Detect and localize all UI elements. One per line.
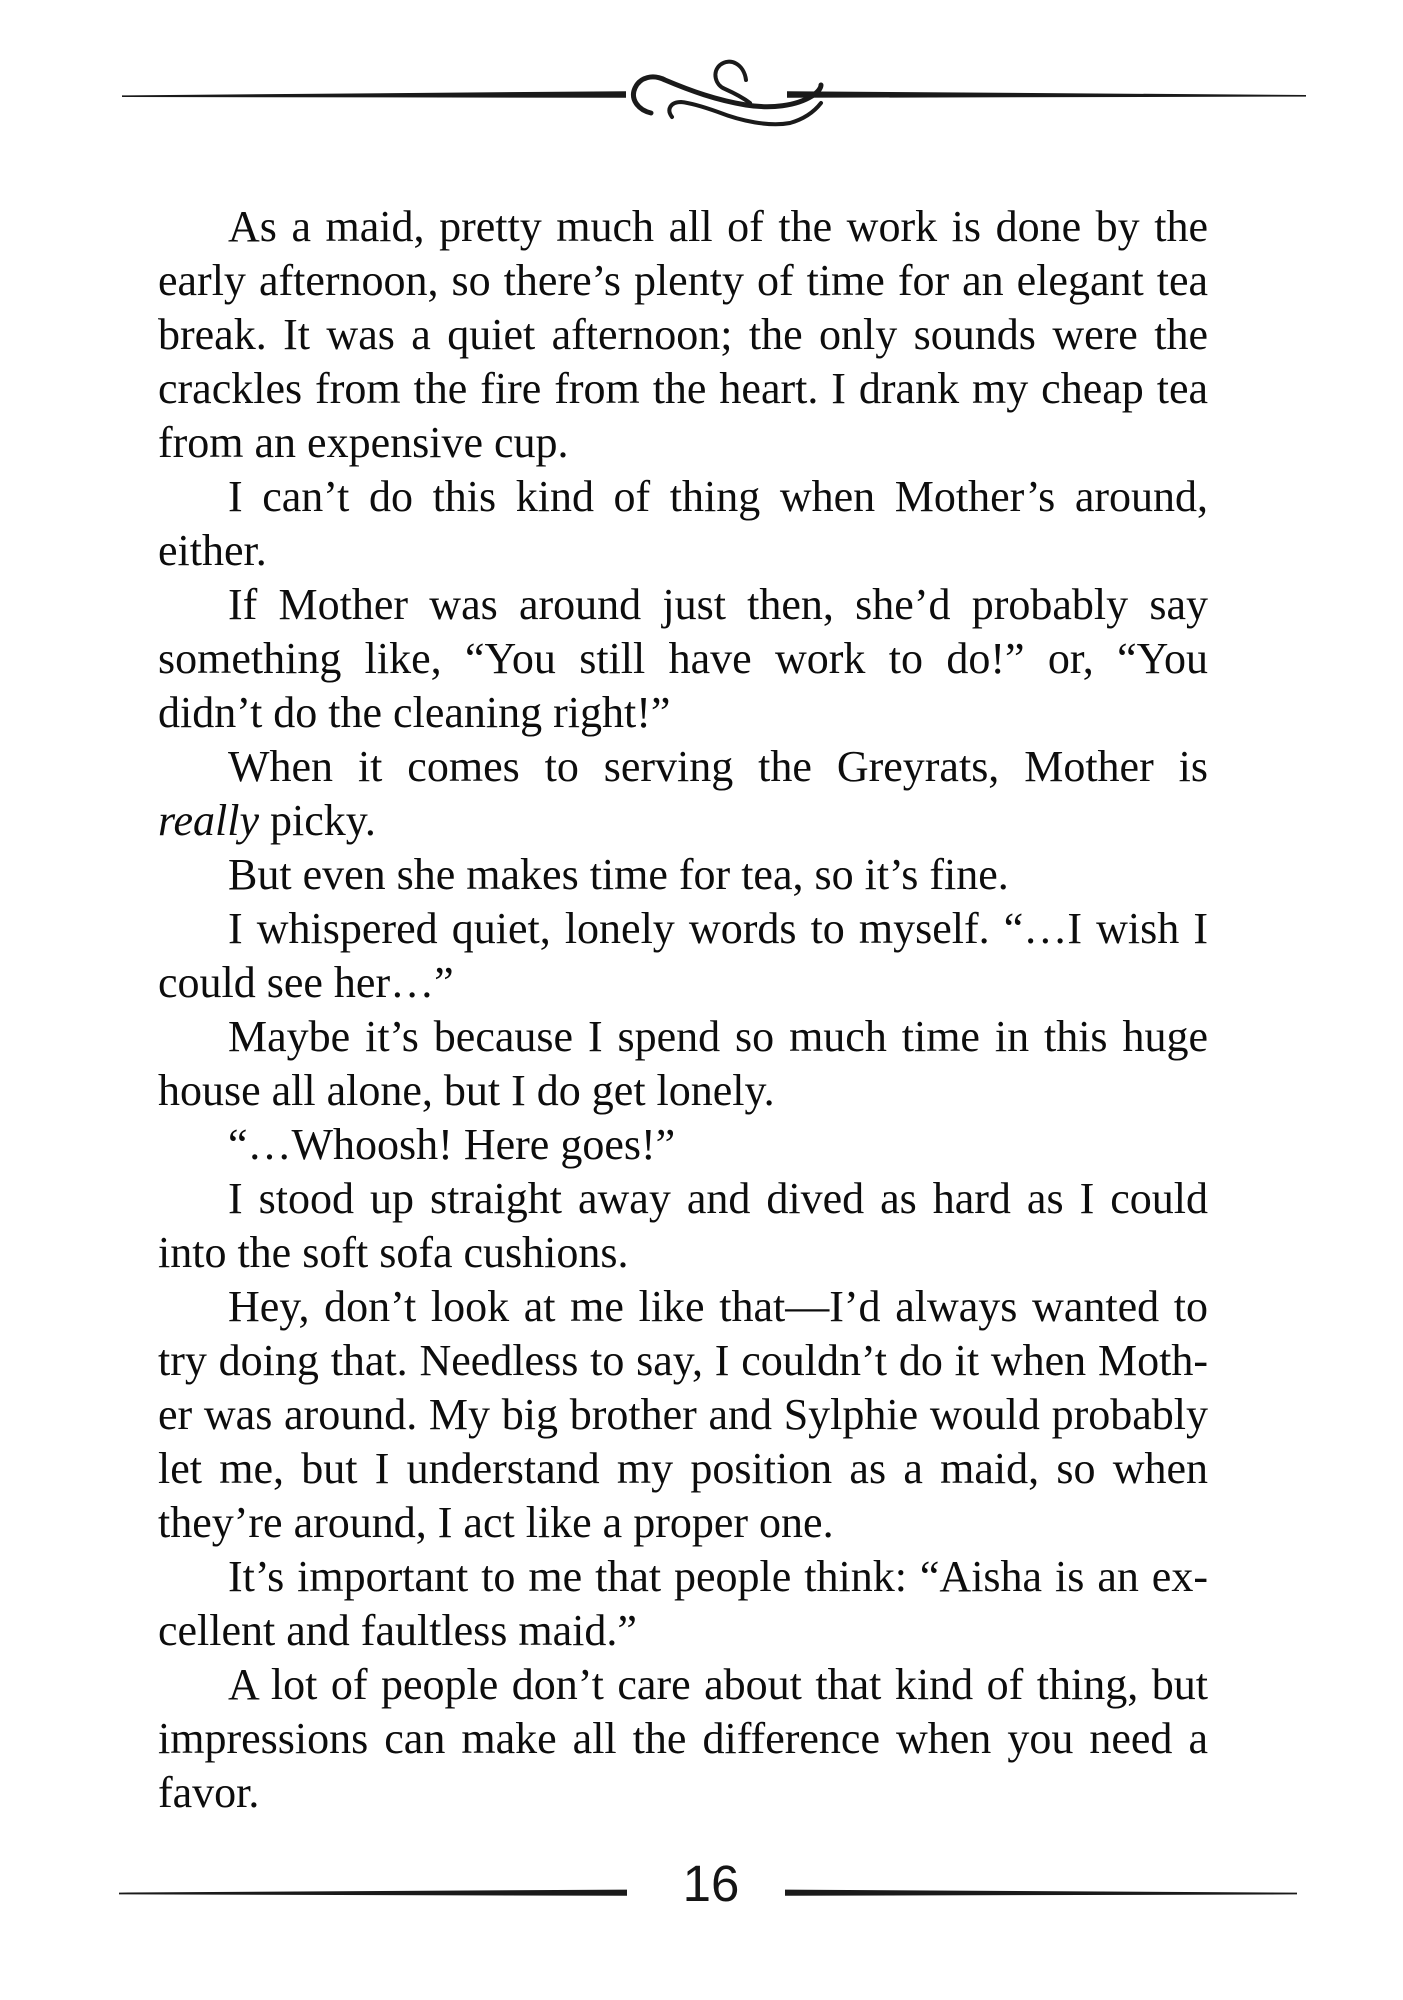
header-ornament [0,0,1403,200]
text-run: It’s important to me that people think: “Aisha is an excellent and faultless maid.” [158,1552,1208,1655]
paragraph [158,1010,1208,1118]
paragraph [158,200,1208,470]
italic-text: really [158,796,259,845]
paragraph [158,848,1208,902]
body-text [158,200,1208,1820]
text-run: If Mother was around just then, she’d probably say something like, “You still have work to do!” or, “You didn’t do the cleaning right!” [158,580,1208,737]
text-run: A lot of people don’t care about that kind of thing, but impressions can make all the difference when you need a favor. [158,1660,1208,1817]
paragraph [158,470,1208,578]
footer-rule-right [785,1890,1297,1896]
text-run: Hey, don’t look at me like that—I’d always wanted to try doing that. Needless to say, I couldn’t do it when Mother was around. My big brother and Sylphie would probably let me, but I understand my position as a maid, so when they’re around, I act like a proper one. [158,1282,1208,1547]
text-run: I can’t do this kind of thing when Mother’s around, either. [158,472,1208,575]
paragraph [158,1658,1208,1820]
header-rule-right [787,91,1306,98]
paragraph [158,1118,1208,1172]
footer-rule-left [119,1890,627,1896]
paragraph [158,1550,1208,1658]
text-run: “…Whoosh! Here goes!” [228,1120,676,1169]
paragraph [158,1172,1208,1280]
text-run: But even she makes time for tea, so it’s fine. [228,850,1009,899]
paragraph [158,740,1208,848]
text-run: I stood up straight away and dived as hard as I could into the soft sofa cushions. [158,1174,1208,1277]
text-run: As a maid, pretty much all of the work is done by the early afternoon, so there’s plenty of time for an elegant tea break. It was a quiet afternoon; the only sounds were the crackles from the fire from the heart. I drank my cheap tea from an expensive cup. [158,202,1208,467]
text-run: picky. [259,796,376,845]
text-run: I whispered quiet, lonely words to myself. “…I wish I could see her…” [158,904,1208,1007]
paragraph [158,1280,1208,1550]
page-number: 16 [682,1855,740,1912]
paragraph [158,902,1208,1010]
text-run: When it comes to serving the Greyrats, Mother is [228,742,1208,791]
header-rule-left [122,91,626,98]
paragraph [158,578,1208,740]
text-run: Maybe it’s because I spend so much time in this huge house all alone, but I do get lonely. [158,1012,1208,1115]
